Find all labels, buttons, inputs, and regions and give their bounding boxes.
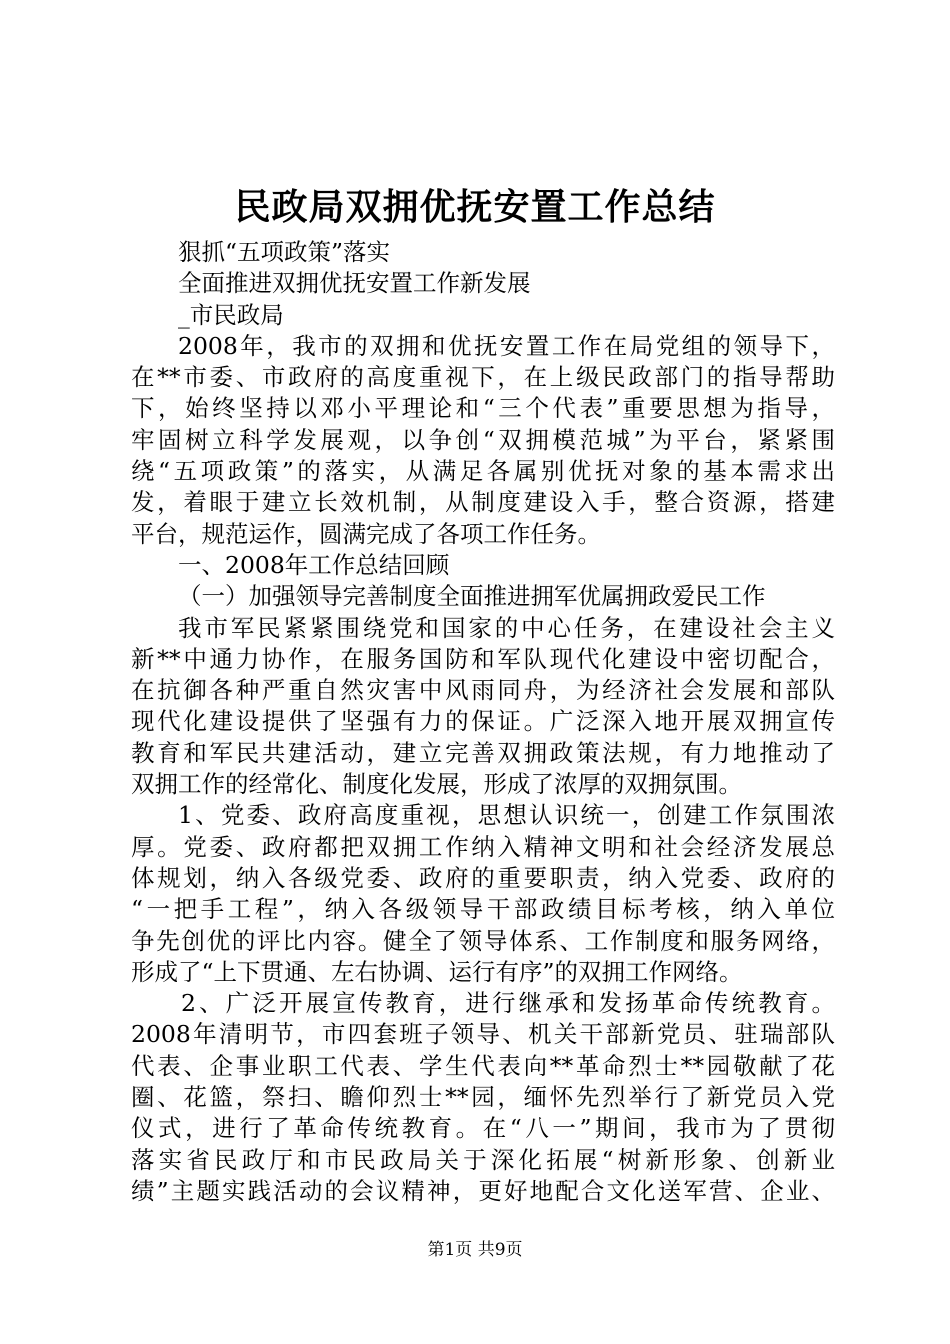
- body-line: 2、广泛开展宣传教育，进行继承和发扬革命传统教育。: [181, 989, 835, 1018]
- body-line: 发，着眼于建立长效机制，从制度建设入手，整合资源，搭建: [131, 488, 835, 517]
- body-line: 我市军民紧紧围绕党和国家的中心任务，在建设社会主义: [178, 613, 835, 642]
- body-line: 现代化建设提供了坚强有力的保证。广泛深入地开展双拥宣传: [131, 707, 835, 736]
- body-line: 形成了“上下贯通、左右协调、运行有序”的双拥工作网络。: [131, 957, 743, 986]
- body-line: 下，始终坚持以邓小平理论和“三个代表”重要思想为指导，: [131, 394, 835, 423]
- document-body: [131, 237, 835, 1207]
- body-line: 2008年清明节，市四套班子领导、机关干部新党员、驻瑞部队: [131, 1020, 835, 1049]
- page-footer: 第1页 共9页: [427, 1240, 523, 1260]
- body-line: 在抗御各种严重自然灾害中风雨同舟，为经济社会发展和部队: [131, 676, 835, 705]
- body-line: 争先创优的评比内容。健全了领导体系、工作制度和服务网络，: [131, 926, 835, 955]
- body-line: 全面推进双拥优抚安置工作新发展: [178, 269, 531, 298]
- body-line: 体规划，纳入各级党委、政府的重要职责，纳入党委、政府的: [131, 863, 835, 892]
- body-line: 落实省民政厅和市民政局关于深化拓展“树新形象、创新业: [131, 1145, 835, 1174]
- body-line: 一、2008年工作总结回顾: [178, 550, 450, 579]
- body-line: 代表、企事业职工代表、学生代表向**革命烈士**园敬献了花: [131, 1051, 835, 1080]
- body-line: 双拥工作的经常化、制度化发展，形成了浓厚的双拥氛围。: [131, 770, 742, 799]
- body-line: _市民政局: [178, 300, 284, 329]
- body-line: 新**中通力协作，在服务国防和军队现代化建设中密切配合，: [131, 644, 835, 673]
- body-line: 狠抓“五项政策”落实: [178, 238, 391, 266]
- body-line: 教育和军民共建活动，建立完善双拥政策法规，有力地推动了: [131, 738, 835, 767]
- body-line: 绕“五项政策”的落实，从满足各属别优抚对象的基本需求出: [131, 457, 835, 486]
- body-line: 在**市委、市政府的高度重视下，在上级民政部门的指导帮助: [131, 363, 835, 392]
- body-line: 绩”主题实践活动的会议精神，更好地配合文化送军营、企业、: [131, 1176, 835, 1205]
- body-line: 平台，规范运作，圆满完成了各项工作任务。: [131, 519, 601, 548]
- body-line: 厚。党委、政府都把双拥工作纳入精神文明和社会经济发展总: [131, 832, 835, 861]
- body-line: 圈、花篮，祭扫、瞻仰烈士**园，缅怀先烈举行了新党员入党: [131, 1083, 835, 1112]
- body-line: （一）加强领导完善制度全面推进拥军优属拥政爱民工作: [178, 582, 766, 611]
- body-line: 仪式，进行了革命传统教育。在“八一”期间，我市为了贯彻: [131, 1114, 835, 1143]
- document-title: 民政局双拥优抚安置工作总结: [234, 186, 716, 228]
- body-line: 1、党委、政府高度重视，思想认识统一，创建工作氛围浓: [178, 801, 835, 830]
- body-line: 牢固树立科学发展观，以争创“双拥模范城”为平台，紧紧围: [131, 425, 835, 454]
- body-line: “一把手工程”，纳入各级领导干部政绩目标考核，纳入单位: [131, 895, 835, 924]
- body-line: 2008年，我市的双拥和优抚安置工作在局党组的领导下，: [178, 331, 835, 360]
